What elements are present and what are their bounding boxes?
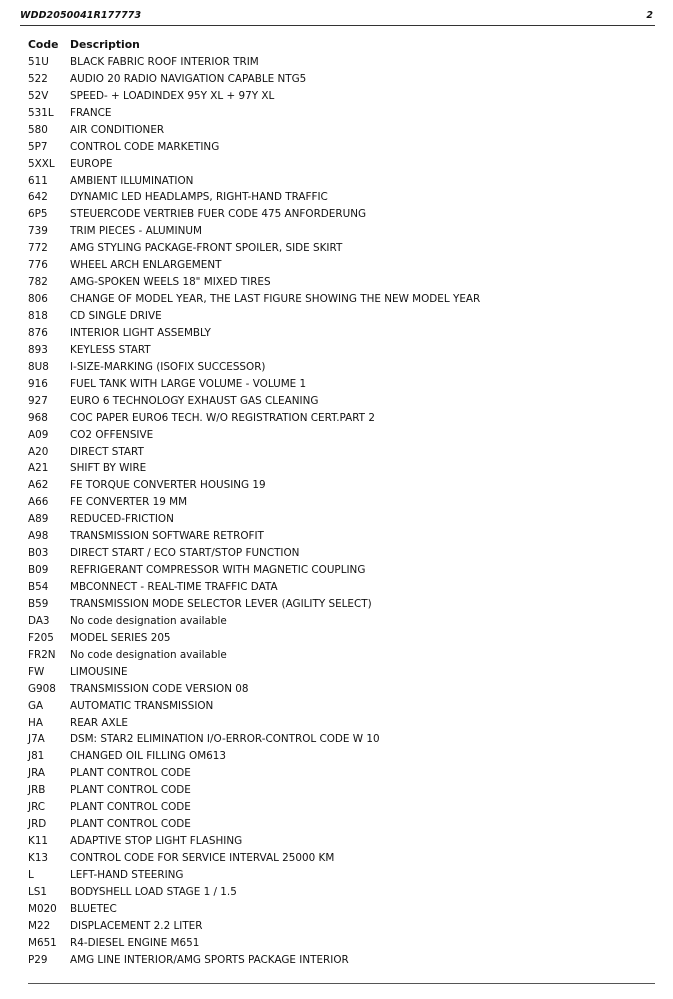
option-description: INTERIOR LIGHT ASSEMBLY	[70, 326, 211, 339]
table-row	[28, 833, 648, 850]
table-row	[28, 867, 648, 884]
table-row	[28, 477, 648, 494]
option-code: 522	[28, 72, 48, 85]
option-code: 927	[28, 394, 48, 407]
option-description: AMBIENT ILLUMINATION	[70, 174, 194, 187]
option-description: PLANT CONTROL CODE	[70, 784, 191, 797]
table-row	[28, 715, 648, 732]
table-row	[28, 935, 648, 952]
table-row	[28, 71, 648, 88]
option-code: 739	[28, 225, 48, 238]
table-row	[28, 698, 648, 715]
option-code: K13	[28, 852, 49, 864]
option-code: J81	[28, 750, 45, 763]
table-row	[28, 274, 648, 291]
option-code: 776	[28, 259, 48, 272]
option-code: JRD	[28, 818, 47, 831]
option-code: P29	[28, 953, 48, 966]
table-row	[28, 105, 648, 122]
option-description: REFRIGERANT COMPRESSOR WITH MAGNETIC COUPLING	[70, 564, 366, 577]
option-description: TRANSMISSION MODE SELECTOR LEVER (AGILITY SELECT)	[70, 597, 372, 610]
footer-divider	[28, 983, 655, 984]
table-row	[28, 325, 648, 342]
table-row	[28, 918, 648, 935]
page-header	[20, 9, 655, 26]
option-description: COC PAPER EURO6 TECH. W/O REGISTRATION CERT.PART 2	[70, 411, 375, 424]
option-code: 580	[28, 123, 48, 136]
code-column-header: Code	[28, 38, 59, 51]
option-description: PLANT CONTROL CODE	[70, 801, 191, 814]
option-code: J7A	[28, 733, 45, 746]
option-code: 772	[28, 242, 48, 255]
table-row	[28, 410, 648, 427]
option-code: JRA	[28, 767, 45, 780]
option-description: CHANGE OF MODEL YEAR, THE LAST FIGURE SHOWING THE NEW MODEL YEAR	[70, 293, 481, 306]
option-description: CHANGED OIL FILLING OM613	[70, 750, 226, 763]
option-description: No code designation available	[70, 614, 227, 627]
option-code: 893	[28, 343, 48, 356]
option-description: No code designation available	[70, 648, 227, 661]
option-description: MBCONNECT - REAL-TIME TRAFFIC DATA	[70, 581, 278, 593]
table-row	[28, 257, 648, 274]
option-description: BLUETEC	[70, 902, 117, 915]
option-description: MODEL SERIES 205	[70, 631, 171, 644]
option-description: ADAPTIVE STOP LIGHT FLASHING	[70, 835, 243, 848]
table-row	[28, 816, 648, 833]
table-row	[28, 647, 648, 664]
table-row	[28, 393, 648, 410]
option-description: PLANT CONTROL CODE	[70, 818, 191, 831]
table-row	[28, 494, 648, 511]
table-row	[28, 748, 648, 765]
table-row	[28, 342, 648, 359]
option-code: 806	[28, 293, 48, 306]
option-description: EUROPE	[70, 157, 113, 170]
option-code: B03	[28, 547, 49, 560]
option-code: A09	[28, 428, 49, 441]
page-number: 2	[646, 10, 653, 21]
option-description: BLACK FABRIC ROOF INTERIOR TRIM	[70, 55, 259, 68]
option-description: I-SIZE-MARKING (ISOFIX SUCCESSOR)	[70, 360, 266, 373]
option-code: L	[28, 868, 34, 881]
table-row	[28, 596, 648, 613]
option-description: FE TORQUE CONVERTER HOUSING 19	[70, 479, 266, 492]
option-description: AMG STYLING PACKAGE-FRONT SPOILER, SIDE SKIRT	[70, 242, 343, 255]
option-description: R4-DIESEL ENGINE M651	[70, 936, 200, 949]
table-row	[28, 731, 648, 748]
table-row	[28, 308, 648, 325]
option-description: DISPLACEMENT 2.2 LITER	[70, 919, 203, 932]
option-code: 916	[28, 377, 48, 390]
table-row	[28, 460, 648, 477]
option-description: LIMOUSINE	[70, 665, 128, 678]
table-row	[28, 850, 648, 867]
option-code: 782	[28, 276, 48, 289]
option-description: FUEL TANK WITH LARGE VOLUME - VOLUME 1	[70, 377, 307, 390]
option-description: PLANT CONTROL CODE	[70, 767, 191, 780]
option-description: SPEED- + LOADINDEX 95Y XL + 97Y XL	[70, 89, 275, 102]
description-column-header: Description	[70, 38, 140, 51]
option-code: JRB	[28, 784, 46, 797]
table-row	[28, 952, 648, 969]
table-row	[28, 664, 648, 681]
table-row	[28, 189, 648, 206]
table-row	[28, 240, 648, 257]
option-description: CD SINGLE DRIVE	[70, 310, 162, 322]
option-code: B09	[28, 564, 49, 577]
table-row	[28, 156, 648, 173]
option-description: REAR AXLE	[70, 716, 128, 729]
vin-number: WDD2050041R177773	[20, 10, 142, 21]
option-code: 5P7	[28, 140, 48, 153]
option-code: G908	[28, 682, 56, 695]
table-row	[28, 173, 648, 190]
option-description: TRIM PIECES - ALUMINUM	[70, 225, 202, 238]
option-code: K11	[28, 835, 49, 848]
table-row	[28, 444, 648, 461]
option-code: F205	[28, 631, 54, 644]
option-code: DA3	[28, 614, 50, 627]
table-row	[28, 88, 648, 105]
option-description: EURO 6 TECHNOLOGY EXHAUST GAS CLEANING	[70, 394, 319, 407]
option-code: 611	[28, 174, 48, 187]
option-code: 51U	[28, 55, 49, 68]
table-row	[28, 782, 648, 799]
table-row	[28, 427, 648, 444]
table-row	[28, 562, 648, 579]
option-description: WHEEL ARCH ENLARGEMENT	[70, 259, 222, 272]
option-description: DYNAMIC LED HEADLAMPS, RIGHT-HAND TRAFFIC	[70, 191, 328, 204]
option-description: STEUERCODE VERTRIEB FUER CODE 475 ANFORDERUNG	[70, 208, 367, 221]
option-description: DSM: STAR2 ELIMINATION I/O-ERROR-CONTROL CODE W 10	[70, 733, 380, 746]
table-row	[28, 122, 648, 139]
option-code: JRC	[28, 801, 46, 814]
option-code: A89	[28, 513, 49, 526]
table-row	[28, 223, 648, 240]
option-code: 876	[28, 326, 48, 339]
table-header-row	[28, 37, 648, 54]
option-code: A21	[28, 462, 49, 475]
option-description: KEYLESS START	[70, 343, 151, 356]
option-code-table	[28, 37, 648, 969]
option-description: FE CONVERTER 19 MM	[70, 496, 188, 509]
table-row	[28, 206, 648, 223]
table-row	[28, 884, 648, 901]
table-row	[28, 545, 648, 562]
table-row	[28, 511, 648, 528]
table-row	[28, 291, 648, 308]
table-row	[28, 528, 648, 545]
option-code: 642	[28, 191, 48, 204]
table-row	[28, 901, 648, 918]
option-code: FR2N	[28, 648, 56, 661]
option-code: 968	[28, 411, 48, 424]
option-description: SHIFT BY WIRE	[70, 462, 147, 475]
option-description: AMG LINE INTERIOR/AMG SPORTS PACKAGE INTERIOR	[70, 953, 349, 966]
table-row	[28, 359, 648, 376]
table-row	[28, 376, 648, 393]
option-code: FW	[28, 665, 45, 678]
option-code: A66	[28, 496, 49, 509]
option-description: CONTROL CODE FOR SERVICE INTERVAL 25000 KM	[70, 852, 335, 864]
table-row	[28, 613, 648, 630]
table-row	[28, 139, 648, 156]
option-code: M651	[28, 936, 57, 949]
table-row	[28, 579, 648, 596]
option-code: A62	[28, 479, 49, 492]
option-description: LEFT-HAND STEERING	[70, 868, 184, 881]
table-row	[28, 54, 648, 71]
table-row	[28, 799, 648, 816]
option-description: REDUCED-FRICTION	[70, 513, 174, 526]
option-description: AIR CONDITIONER	[70, 123, 165, 136]
option-code: HA	[28, 716, 43, 729]
option-description: CONTROL CODE MARKETING	[70, 140, 220, 153]
option-description: DIRECT START	[70, 445, 144, 458]
option-code: 8U8	[28, 360, 49, 373]
table-row	[28, 681, 648, 698]
option-description: AMG-SPOKEN WEELS 18" MIXED TIRES	[70, 276, 271, 289]
option-code: A20	[28, 445, 49, 458]
table-row	[28, 765, 648, 782]
option-description: TRANSMISSION CODE VERSION 08	[70, 682, 249, 695]
option-code: LS1	[28, 885, 47, 898]
option-description: BODYSHELL LOAD STAGE 1 / 1.5	[70, 885, 237, 898]
option-code: B54	[28, 581, 49, 593]
option-code: 818	[28, 310, 48, 322]
option-code: GA	[28, 699, 44, 712]
option-code: A98	[28, 530, 49, 543]
option-code: B59	[28, 597, 49, 610]
option-code: 531L	[28, 106, 54, 119]
option-code: 52V	[28, 89, 49, 102]
option-description: CO2 OFFENSIVE	[70, 428, 154, 441]
option-description: DIRECT START / ECO START/STOP FUNCTION	[70, 547, 300, 560]
option-code: M22	[28, 919, 51, 932]
option-code: M020	[28, 902, 57, 915]
table-row	[28, 630, 648, 647]
option-code: 6P5	[28, 208, 48, 221]
option-description: FRANCE	[70, 106, 112, 119]
option-code: 5XXL	[28, 157, 55, 170]
option-description: AUTOMATIC TRANSMISSION	[70, 699, 214, 712]
option-description: TRANSMISSION SOFTWARE RETROFIT	[70, 530, 264, 543]
option-description: AUDIO 20 RADIO NAVIGATION CAPABLE NTG5	[70, 72, 307, 85]
